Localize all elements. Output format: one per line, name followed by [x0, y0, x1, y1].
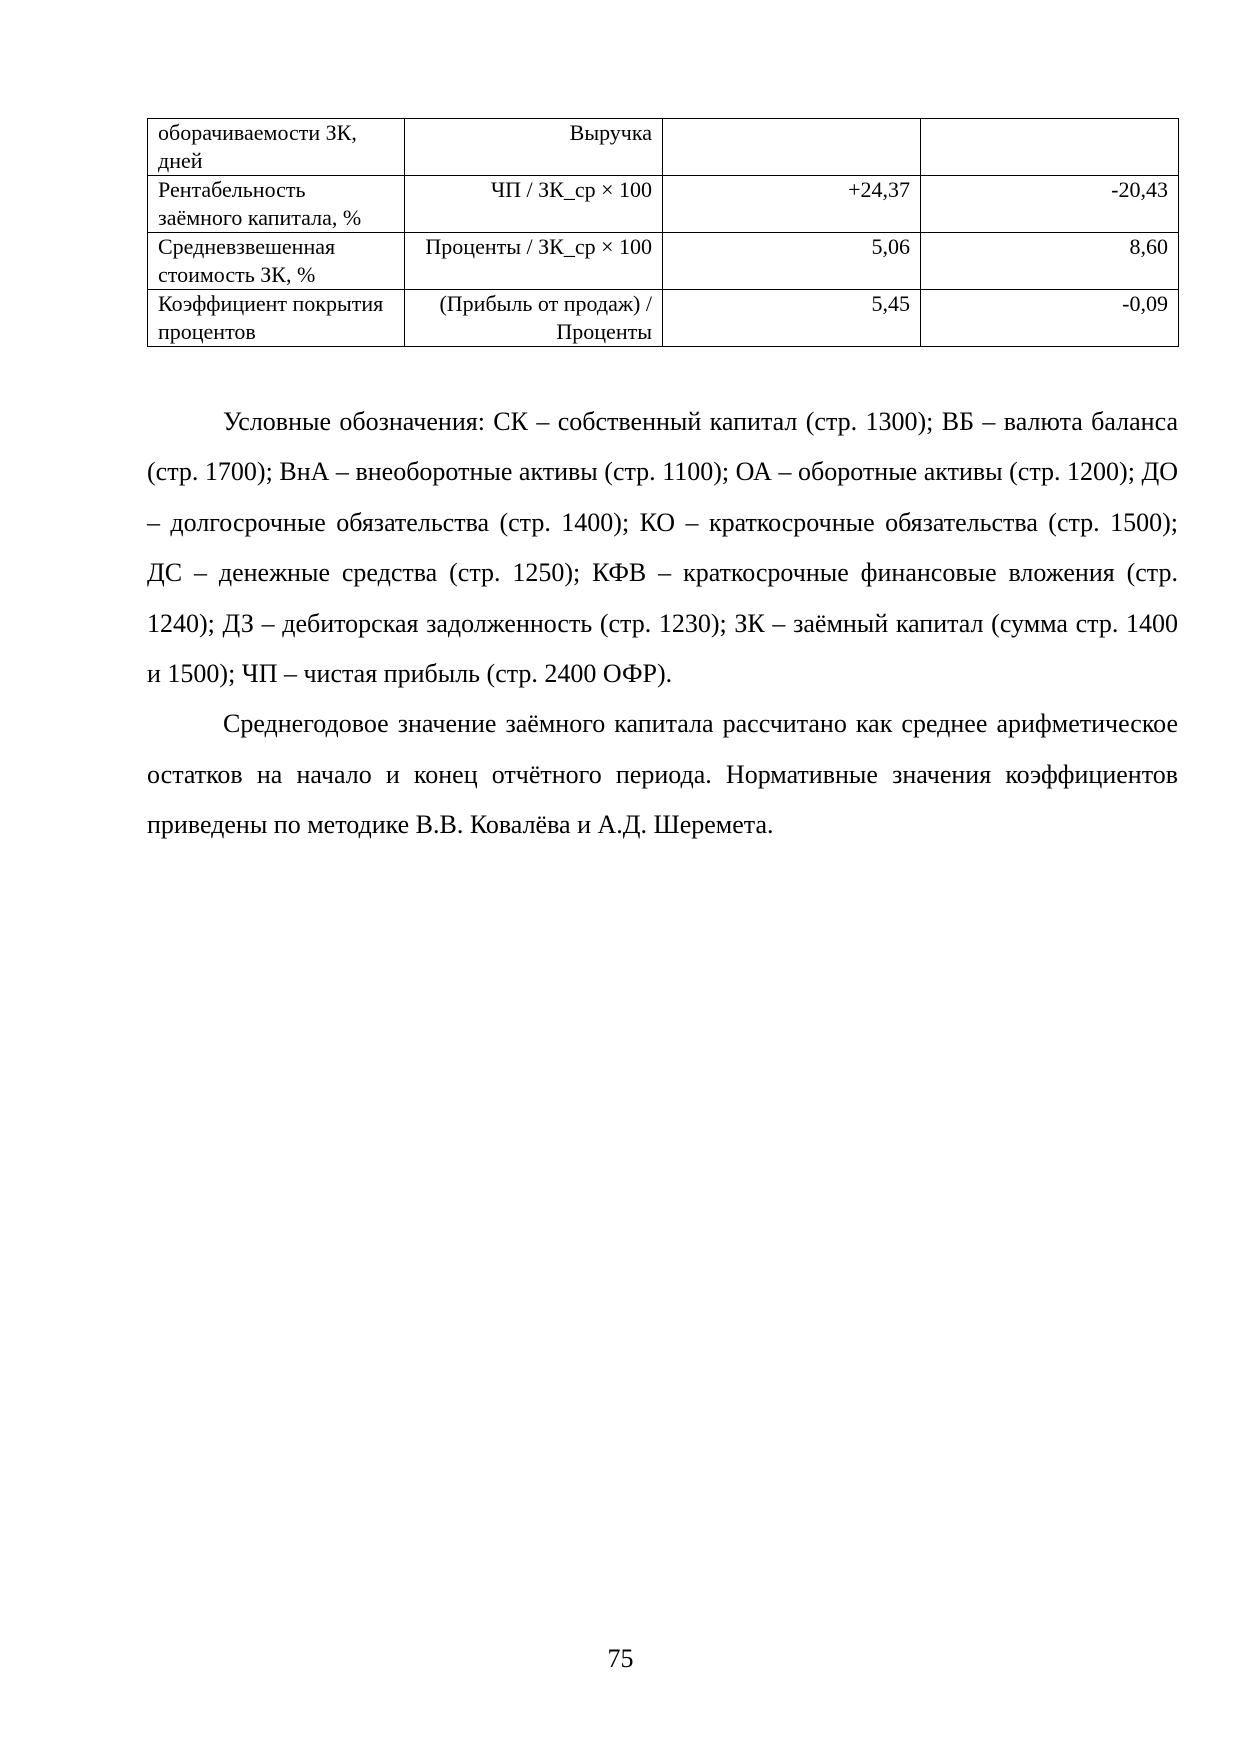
- indicator-name-cell: Коэффициент покрытия процентов: [148, 290, 405, 347]
- value-cell-period-1: [663, 119, 921, 176]
- indicator-name-cell: оборачиваемости ЗК, дней: [148, 119, 405, 176]
- value-cell-period-2: 8,60: [921, 233, 1179, 290]
- value-cell-period-1: 5,45: [663, 290, 921, 347]
- page-number: 75: [607, 1644, 634, 1673]
- ratio-table: [147, 118, 1179, 347]
- formula-cell: (Прибыль от продаж) / Проценты: [405, 290, 663, 347]
- table-row: [148, 233, 1179, 290]
- value-cell-period-1: +24,37: [663, 176, 921, 233]
- formula-cell: Проценты / ЗК_ср × 100: [405, 233, 663, 290]
- value-cell-period-1: 5,06: [663, 233, 921, 290]
- table-row: [148, 176, 1179, 233]
- formula-cell: ЧП / ЗК_ср × 100: [405, 176, 663, 233]
- value-cell-period-2: -0,09: [921, 290, 1179, 347]
- method-note-paragraph: Среднегодовое значение заёмного капитала рассчитано как среднее арифметическое остатков на начало и конец отчётного периода. Нормативные значения коэффициентов приведены по методике В.В. Ковалёва и А.Д. Шеремета.: [147, 709, 1178, 840]
- body-text: [147, 397, 1178, 851]
- indicator-name-cell: Рентабельность заёмного капитала, %: [148, 176, 405, 233]
- value-cell-period-2: -20,43: [921, 176, 1179, 233]
- legend-paragraph: Условные обозначения: СК – собственный капитал (стр. 1300); ВБ – валюта баланса (стр. 1700); ВнА – внеоборотные активы (стр. 1100); ОА – оборотные активы (стр. 1200); ДО – долгосрочные обязательства (стр. 1400); КО – краткосрочные обязательства (стр. 1500); ДС – денежные средства (стр. 1250); КФВ – краткосрочные финансовые вложения (стр. 1240); ДЗ – дебиторская задолженность (стр. 1230); ЗК – заёмный капитал (сумма стр. 1400 и 1500); ЧП – чистая прибыль (стр. 2400 ОФР).: [147, 407, 1178, 689]
- indicator-name-cell: Средневзвешенная стоимость ЗК, %: [148, 233, 405, 290]
- table-row: [148, 290, 1179, 347]
- table-row: [148, 119, 1179, 176]
- formula-cell: Выручка: [405, 119, 663, 176]
- value-cell-period-2: [921, 119, 1179, 176]
